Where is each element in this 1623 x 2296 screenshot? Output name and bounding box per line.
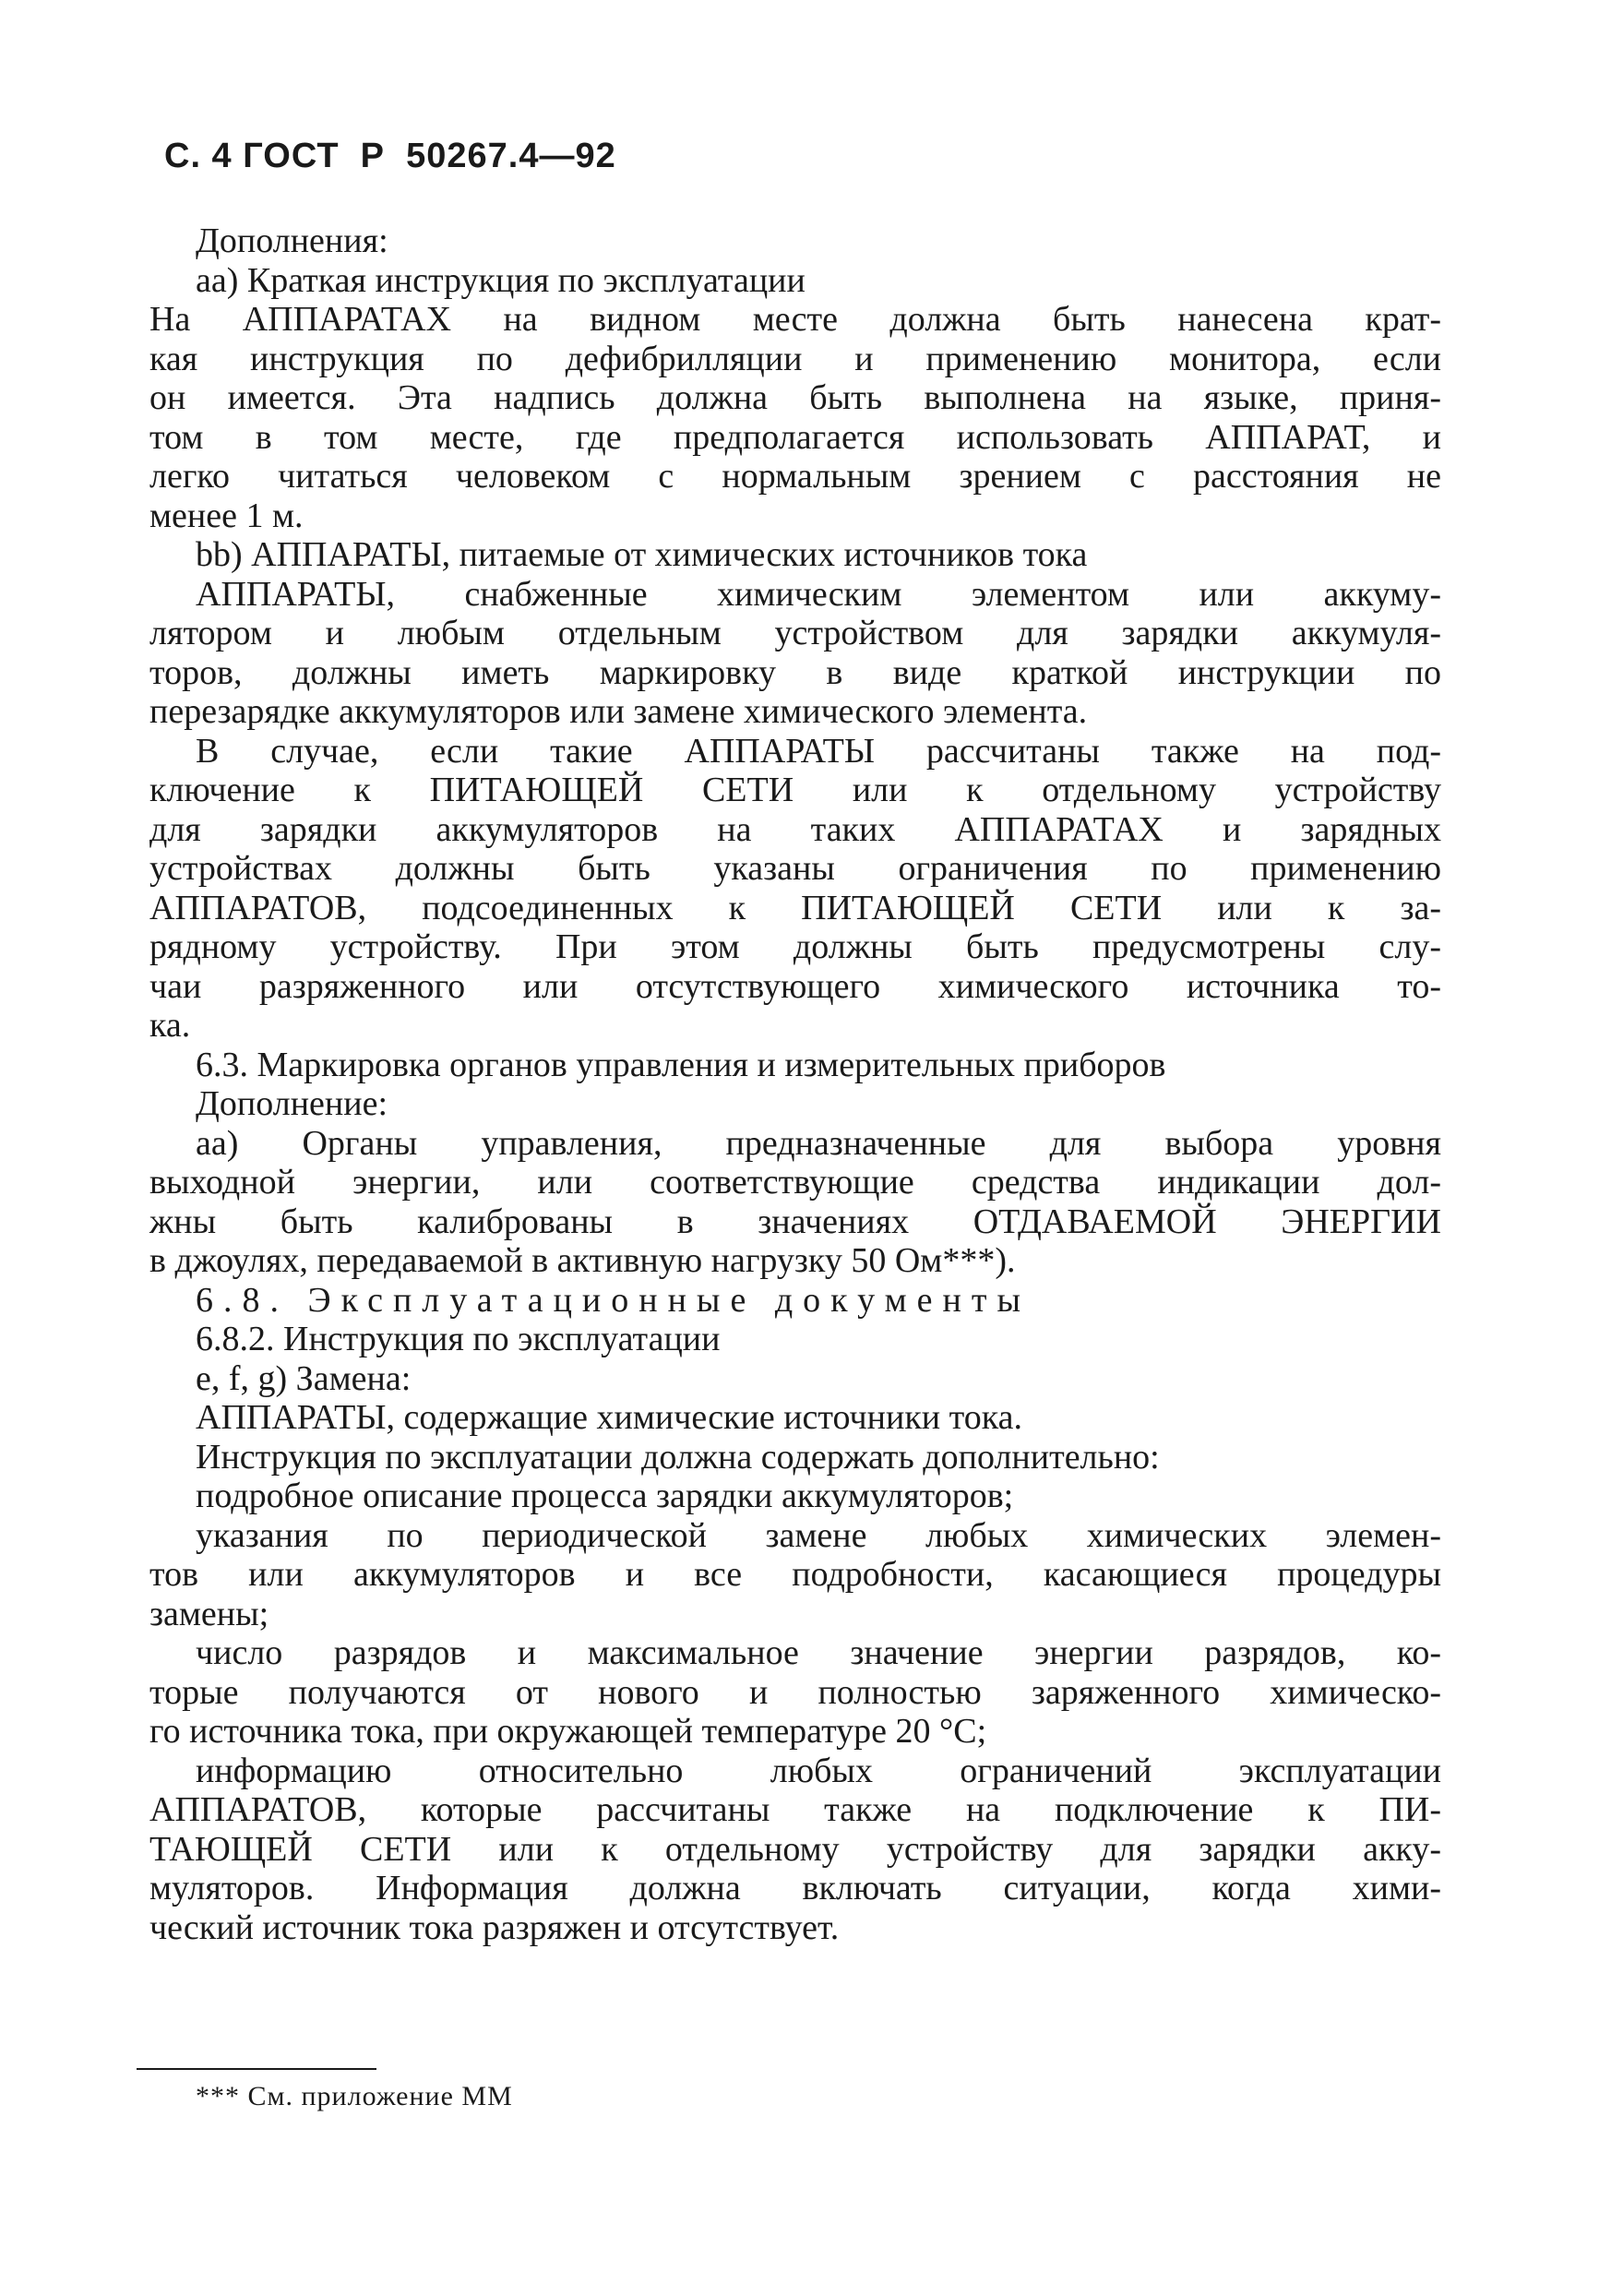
text-line: легко читаться человеком с нормальным зрением с расстояния не [149, 457, 1441, 496]
text-line: АППАРАТЫ, содержащие химические источники тока. [196, 1398, 1022, 1437]
footnote: *** См. приложение ММ [196, 2081, 513, 2111]
page-header: С. 4 ГОСТ Р 50267.4—92 [164, 137, 616, 175]
footnote-divider [137, 2068, 376, 2070]
text-line: муляторов. Информация должна включать ситуации, когда хими- [149, 1869, 1441, 1907]
text-line: ТАЮЩЕЙ СЕТИ или к отдельному устройству для зарядки акку- [149, 1829, 1441, 1869]
text-line: указания по периодической замене любых химических элемен- [196, 1515, 1441, 1555]
text-line: подробное описание процесса зарядки аккумуляторов; [196, 1477, 1014, 1515]
text-line: Дополнение: [196, 1084, 388, 1123]
text-line: ключение к ПИТАЮЩЕЙ СЕТИ или к отдельному устройству [149, 771, 1441, 809]
text-line: число разрядов и максимальное значение энергии разрядов, ко- [196, 1633, 1441, 1672]
text-line: Дополнения: [196, 221, 388, 260]
text-line: Инструкция по эксплуатации должна содержать дополнительно: [196, 1437, 1160, 1477]
text-line: выходной энергии, или соответствующие средства индикации дол- [149, 1163, 1441, 1202]
text-line: АППАРАТЫ, снабженные химическим элементом или аккуму- [196, 574, 1441, 614]
text-line: го источника тока, при окружающей температуре 20 °С; [149, 1712, 987, 1751]
text-line: тов или аккумуляторов и все подробности, касающиеся процедуры [149, 1555, 1441, 1594]
text-line: e, f, g) Замена: [196, 1358, 412, 1398]
text-line: перезарядке аккумуляторов или замене химического элемента. [149, 692, 1088, 731]
text-line: том в том месте, где предполагается использовать АППАРАТ, и [149, 417, 1441, 457]
text-line: ческий источник тока разряжен и отсутствует. [149, 1907, 840, 1947]
text-line: лятором и любым отдельным устройством для зарядки аккумуля- [149, 614, 1441, 652]
text-line: устройствах должны быть указаны ограничения по применению [149, 849, 1441, 888]
section-heading: 6.8. Эксплуатационные документы [196, 1280, 1031, 1320]
document-body [149, 221, 1441, 1947]
text-line: жны быть калиброваны в значениях ОТДАВАЕМОЙ ЭНЕРГИИ [149, 1202, 1441, 1241]
text-line: АППАРАТОВ, которые рассчитаны также на подключение к ПИ- [149, 1790, 1441, 1829]
text-line: он имеется. Эта надпись должна быть выполнена на языке, приня- [149, 378, 1441, 417]
text-line: торые получаются от нового и полностью заряженного химическо- [149, 1672, 1441, 1712]
text-line: менее 1 м. [149, 496, 304, 535]
text-line: АППАРАТОВ, подсоединенных к ПИТАЮЩЕЙ СЕТИ или к за- [149, 888, 1441, 927]
text-line: аа) Органы управления, предназначенные для выбора уровня [196, 1123, 1441, 1163]
text-line: кая инструкция по дефибрилляции и применению монитора, если [149, 339, 1441, 378]
text-line: замены; [149, 1594, 269, 1633]
text-line: bb) АППАРАТЫ, питаемые от химических источников тока [196, 535, 1088, 574]
text-line: 6.8.2. Инструкция по эксплуатации [196, 1320, 721, 1358]
text-line: для зарядки аккумуляторов на таких АППАРАТАХ и зарядных [149, 809, 1441, 849]
text-line: торов, должны иметь маркировку в виде краткой инструкции по [149, 652, 1441, 692]
text-line: рядному устройству. При этом должны быть предусмотрены слу- [149, 927, 1441, 966]
text-line: На АППАРАТАХ на видном месте должна быть нанесена крат- [149, 300, 1441, 339]
text-line: ка. [149, 1006, 191, 1045]
text-line: 6.3. Маркировка органов управления и измерительных приборов [196, 1045, 1166, 1084]
text-line: аа) Краткая инструкция по эксплуатации [196, 260, 806, 300]
text-line: в джоулях, передаваемой в активную нагрузку 50 Ом***). [149, 1241, 1016, 1280]
text-line: В случае, если такие АППАРАТЫ рассчитаны также на под- [196, 731, 1441, 771]
text-line: информацию относительно любых ограничений эксплуатации [196, 1751, 1441, 1790]
text-line: чаи разряженного или отсутствующего химического источника то- [149, 966, 1441, 1006]
